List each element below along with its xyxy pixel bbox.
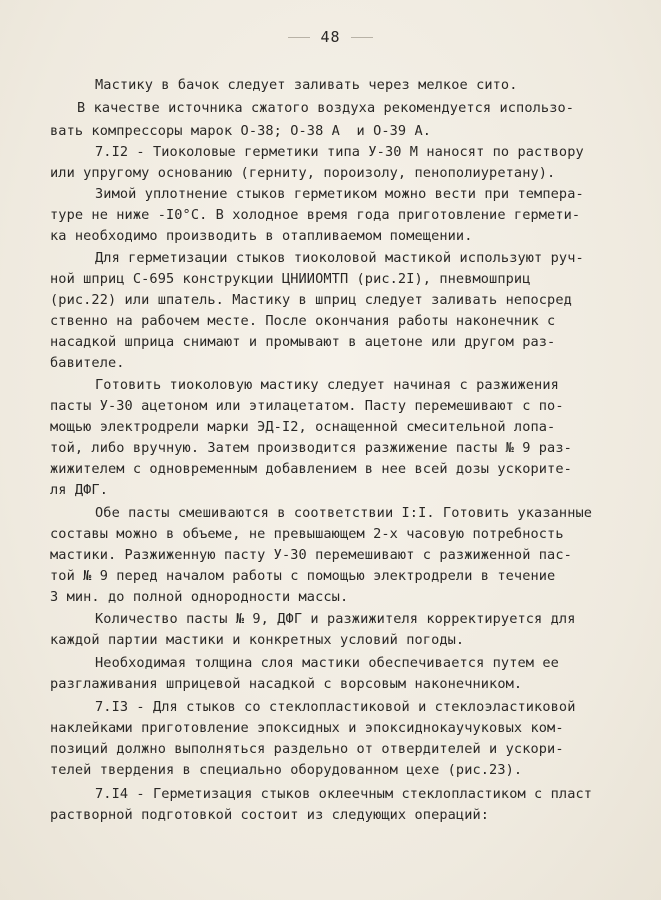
text-line: той, либо вручную. Затем производится разжижение пасты № 9 раз- xyxy=(50,440,572,456)
text-line: составы можно в объеме, не превышающем 2-х часовую потребность xyxy=(50,526,564,542)
text-line: туре не ниже -I0°C. В холодное время года приготовление гермети- xyxy=(50,207,581,223)
text-line: позиций должно выполняться раздельно от отвердителей и ускори- xyxy=(50,741,564,757)
text-line: жижителем с одновременным добавлением в нее всей дозы ускорите- xyxy=(50,461,572,477)
text-line: мастики. Разжиженную пасту У-30 перемешивают с разжиженной пас- xyxy=(50,547,572,563)
text-line: каждой партии мастики и конкретных условий погоды. xyxy=(50,632,465,648)
text-line: ка необходимо производить в отапливаемом помещении. xyxy=(50,228,473,244)
text-line: пасты У-30 ацетоном или этилацетатом. Пасту перемешивают с по- xyxy=(50,398,564,414)
page-number-dash-right xyxy=(351,37,373,38)
text-line: ной шприц С-695 конструкции ЦНИИОМТП (рис.2I), пневмошприц xyxy=(50,271,531,287)
text-line: В качестве источника сжатого воздуха рекомендуется использо- xyxy=(77,100,575,116)
text-line: насадкой шприца снимают и промывают в ацетоне или другом раз- xyxy=(50,334,556,350)
text-line: (рис.22) или шпатель. Мастику в шприц следует заливать непосред xyxy=(50,292,572,308)
text-line: ственно на рабочем месте. После окончания работы наконечник с xyxy=(50,313,556,329)
text-line: ля ДФГ. xyxy=(50,482,108,498)
text-line: Обе пасты смешиваются в соответствии I:I. Готовить указанные xyxy=(95,505,593,521)
text-line: Необходимая толщина слоя мастики обеспечивается путем ее xyxy=(95,655,559,671)
text-line: 7.I4 - Герметизация стыков оклеечным стеклопластиком с пласт xyxy=(95,786,593,802)
text-line: бавителе. xyxy=(50,355,125,371)
text-line: мощью электродрели марки ЭД-I2, оснащенной смесительной лопа- xyxy=(50,419,556,435)
text-line: вать компрессоры марок О-38; О-38 А и О-39 А. xyxy=(50,123,432,139)
text-line: Мастику в бачок следует заливать через мелкое сито. xyxy=(95,77,518,93)
text-line: той № 9 перед началом работы с помощью электродрели в течение xyxy=(50,568,556,584)
text-line: разглаживания шприцевой насадкой с ворсовым наконечником. xyxy=(50,676,523,692)
text-line: Для герметизации стыков тиоколовой мастикой используют руч- xyxy=(95,250,584,266)
page-number-dash-left xyxy=(288,37,310,38)
text-line: наклейками приготовление эпоксидных и эпоксиднокаучуковых ком- xyxy=(50,720,564,736)
text-line: растворной подготовкой состоит из следующих операций: xyxy=(50,807,490,823)
page-number xyxy=(0,28,661,46)
text-line: 7.I3 - Для стыков со стеклопластиковой и стеклоэластиковой xyxy=(95,699,576,715)
text-line: Количество пасты № 9, ДФГ и разжижителя корректируется для xyxy=(95,611,576,627)
text-line: или упругому основанию (герниту, пороизолу, пенополиуретану). xyxy=(50,165,556,181)
page-number-text: 48 xyxy=(320,28,341,46)
text-line: телей твердения в специально оборудованном цехе (рис.23). xyxy=(50,762,523,778)
text-line: Зимой уплотнение стыков герметиком можно вести при темпера- xyxy=(95,186,584,202)
text-line: Готовить тиоколовую мастику следует начиная с разжижения xyxy=(95,377,559,393)
text-line: 7.I2 - Тиоколовые герметики типа У-30 М наносят по раствору xyxy=(95,144,584,160)
text-line: 3 мин. до полной однородности массы. xyxy=(50,589,349,605)
